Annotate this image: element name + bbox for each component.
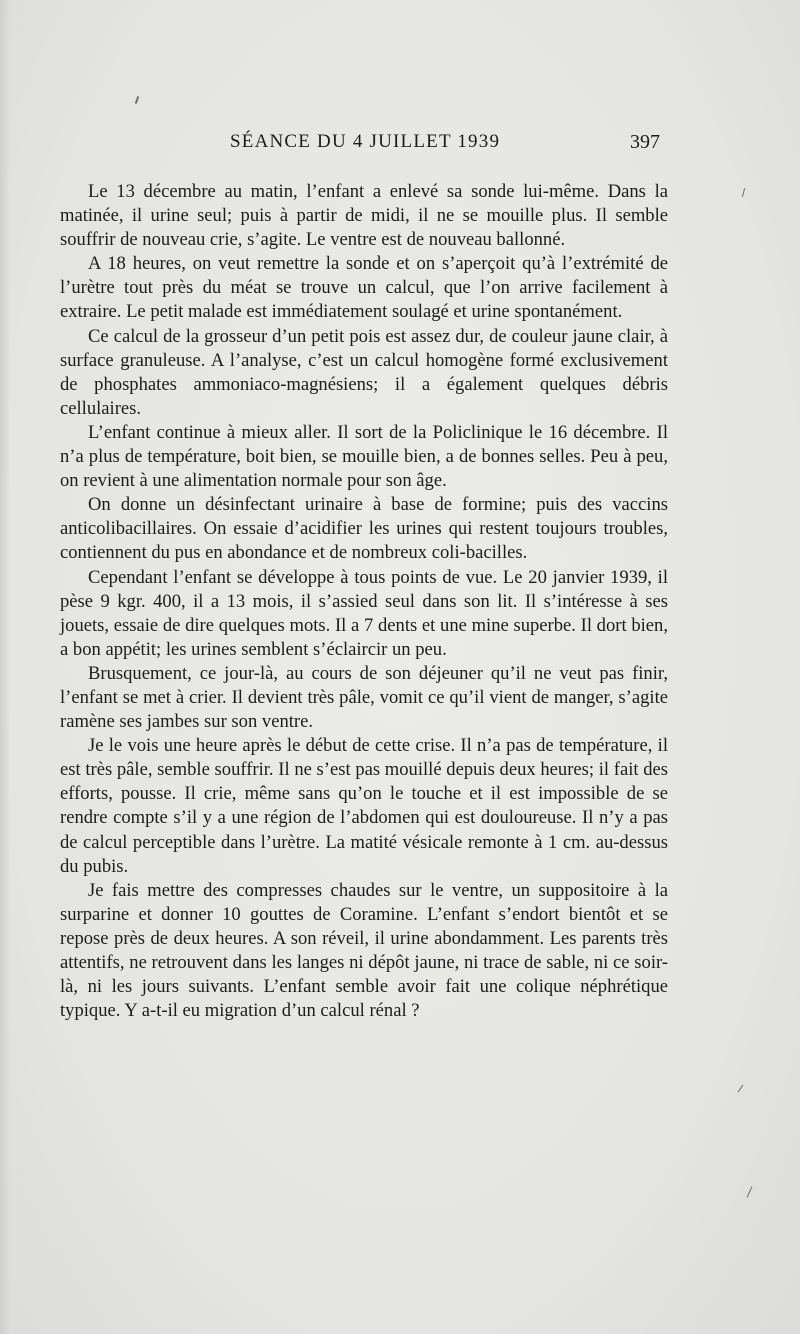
paragraph-6: Cependant l’enfant se développe à tous points de vue. Le 20 janvier 1939, il pèse 9 kgr. 400, il a 13 mois, il s’assied seul dans son lit. Il s’intéresse à ses jouets, essaie de dire quelques mots. Il a 7 dents et une mine superbe. Il dort bien, a bon appétit; les urines semblent s’éclaircir un peu. xyxy=(60,566,668,660)
paragraph-1: Le 13 décembre au matin, l’enfant a enlevé sa sonde lui-même. Dans la matinée, il urine seul; puis à partir de midi, il ne se mouille plus. Il semble souffrir de nouveau crie, s’agite. Le ventre est de nouveau ballonné. xyxy=(60,181,668,251)
paragraph-3: Ce calcul de la grosseur d’un petit pois est assez dur, de couleur jaune clair, à surface granuleuse. A l’analyse, c’est un calcul homogène formé exclusivement de phosphates ammoniaco-magnésiens; il a également quelques débris cellulaires. xyxy=(60,325,668,419)
scan-speck-2 xyxy=(742,188,745,197)
paragraph-5: On donne un désinfectant urinaire à base de formine; puis des vaccins anticolibacillaires. On essaie d’acidifier les urines qui restent toujours troubles, contiennent du pus en abondance et de nombreux coli-bacilles. xyxy=(60,494,668,564)
page-edge-shadow xyxy=(0,0,10,1334)
body-text xyxy=(60,180,668,1023)
running-head xyxy=(222,131,660,161)
paragraph-7: Brusquement, ce jour-là, au cours de son déjeuner qu’il ne veut pas finir, l’enfant se met à crier. Il devient très pâle, vomit ce qu’il vient de manger, s’agite ramène ses jambes sur son ventre. xyxy=(60,662,668,733)
running-head-title: SÉANCE DU 4 JUILLET 1939 xyxy=(230,131,501,152)
scan-speck-3 xyxy=(738,1085,744,1093)
scan-speck-1 xyxy=(135,96,140,104)
paragraph-2: A 18 heures, on veut remettre la sonde et on s’aperçoit qu’à l’extrémité de l’urètre tout près du méat se trouve un calcul, que l’on arrive facilement à extraire. Le petit malade est immédiatement soulagé et urine spontanément. xyxy=(60,253,668,323)
paragraph-8: Je le vois une heure après le début de cette crise. Il n’a pas de température, il est très pâle, semble souffrir. Il ne s’est pas mouillé depuis deux heures; il fait des efforts, pousse. Il crie, même sans qu’on le touche et il est impossible de se rendre compte s’il y a une région de l’abdomen qui est douloureuse. Il n’y a pas de calcul perceptible dans l’urètre. La matité vésicale remonte à 1 cm. au-dessus du pubis. xyxy=(60,735,668,877)
page-number: 397 xyxy=(630,131,660,153)
paragraph-9: Je fais mettre des compresses chaudes sur le ventre, un suppositoire à la surparine et donner 10 gouttes de Coramine. L’enfant s’endort bientôt et se repose près de deux heures. A son réveil, il urine abondamment. Les parents très attentifs, ne retrouvent dans les langes ni dépôt jaune, ni trace de sable, ni ce soir-là, ni les jours suivants. L’enfant semble avoir fait une colique néphrétique typique. Y a-t-il eu migration d’un calcul rénal ? xyxy=(60,879,668,1022)
scan-speck-4 xyxy=(747,1186,753,1197)
paragraph-4: L’enfant continue à mieux aller. Il sort de la Policlinique le 16 décembre. Il n’a plus de température, boit bien, se mouille bien, a de bonnes selles. Peu à peu, on revient à une alimentation normale pour son âge. xyxy=(60,421,668,492)
